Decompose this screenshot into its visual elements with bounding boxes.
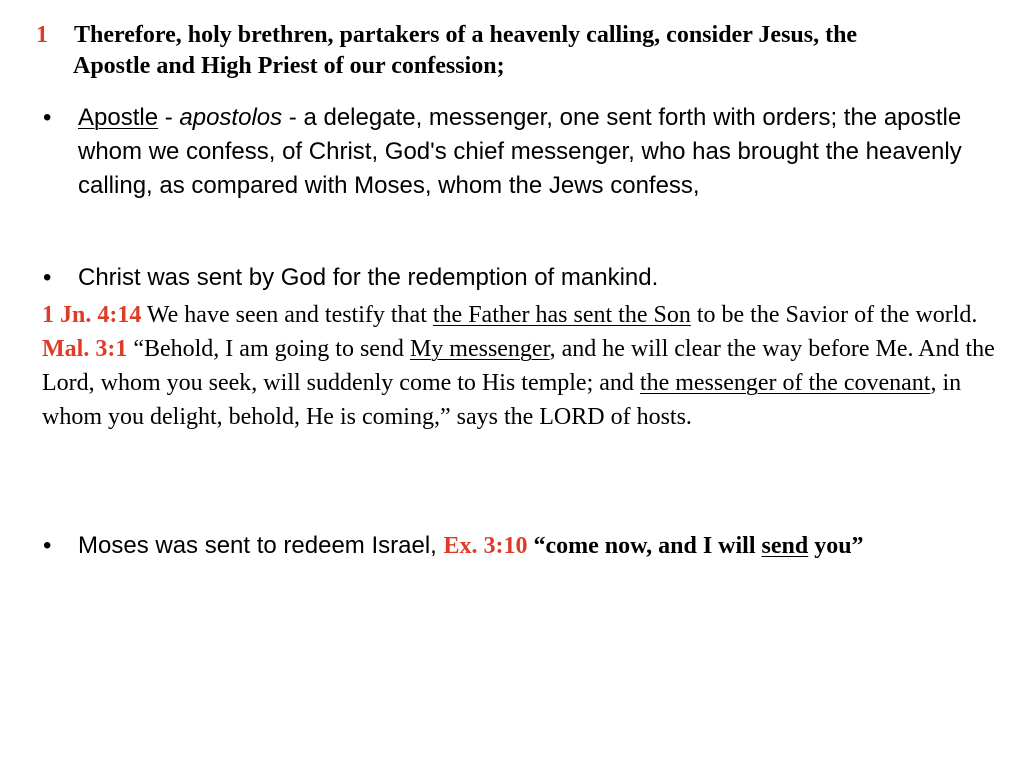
ref-text: “Behold, I am going to send (127, 336, 410, 362)
ref-text: , in whom you delight, behold, He is coming,” says the LORD of hosts. (42, 370, 962, 430)
reference-malachi (42, 332, 1007, 434)
bullet-marker: • (43, 104, 52, 131)
exodus-quote-part: “come now, and I will (527, 533, 762, 559)
underlined-phrase: My messenger (409, 336, 550, 362)
bullet-marker: • (43, 532, 52, 559)
reference-label-exodus: Ex. 3:10 (443, 533, 528, 559)
exodus-quote-part: you” (808, 533, 864, 559)
underlined-word-send: send (761, 533, 809, 559)
underlined-phrase: the Father has sent the Son (432, 302, 691, 328)
moses-text: Moses was sent to redeem Israel, (78, 532, 444, 559)
bullet-christ-sent-text: Christ was sent by God for the redemption of mankind. (78, 264, 659, 291)
verse-line-1 (36, 20, 1006, 51)
verse-text-line-1: Therefore, holy brethren, partakers of a heavenly calling, consider Jesus, the (74, 22, 858, 48)
bullet-moses-sent (43, 529, 1003, 563)
verse-number: 1 (36, 22, 48, 48)
ref-text: to be the Savior of the world. (690, 302, 978, 328)
ref-text: , and he will clear the way before Me. And the Lord, whom you seek, will suddenly come to His temple; and (42, 336, 995, 396)
bullet-marker: • (43, 264, 52, 291)
apostle-separator: - (158, 104, 180, 131)
apostle-definition: - a delegate, messenger, one sent forth with orders; the apostle whom we confess, of Christ, God's chief messenger, who has brought the heavenly calling, as compared with Moses, whom the Jews confess, (78, 104, 962, 199)
apostle-greek-word: apostolos (179, 104, 283, 131)
underlined-phrase: the messenger of the covenant (639, 370, 931, 396)
verse-text-line-2: Apostle and High Priest of our confession; (73, 53, 505, 79)
scripture-references (42, 298, 1007, 434)
bullet-christ-sent (43, 261, 1003, 295)
exodus-quote (527, 533, 863, 559)
reference-1-john (42, 298, 1007, 332)
bullet-moses-sent-text (43, 529, 1003, 563)
reference-label-1-john: 1 Jn. 4:14 (42, 302, 142, 328)
bullet-apostle (43, 101, 1003, 203)
ref-text: We have seen and testify that (141, 302, 433, 328)
apostle-term: Apostle (78, 104, 159, 131)
verse-heading (36, 20, 1006, 82)
bullet-apostle-text (43, 101, 1003, 203)
reference-label-malachi: Mal. 3:1 (42, 336, 128, 362)
